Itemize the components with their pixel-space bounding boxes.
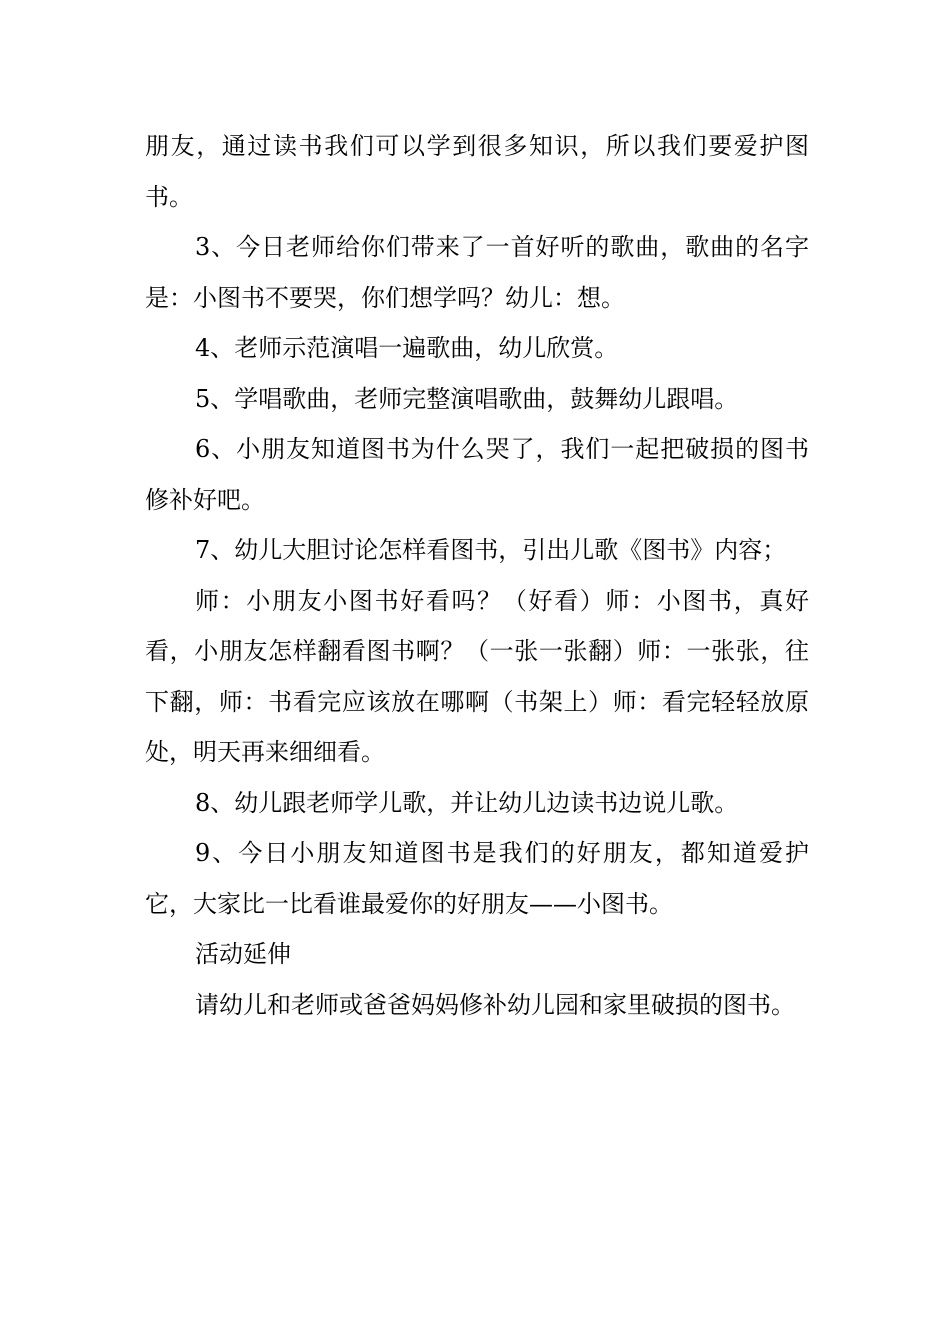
paragraph-step-3: 3、今日老师给你们带来了一首好听的歌曲，歌曲的名字是：小图书不要哭，你们想学吗？幼儿：想。 xyxy=(145,233,809,312)
paragraph-step-5: 5、学唱歌曲，老师完整演唱歌曲，鼓舞幼儿跟唱。 xyxy=(195,384,739,413)
document-body xyxy=(145,121,809,1030)
paragraph-step-8: 8、幼儿跟老师学儿歌，并让幼儿边读书边说儿歌。 xyxy=(195,788,739,817)
paragraph-rhyme-dialogue: 师：小朋友小图书好看吗？（好看）师：小图书，真好看，小朋友怎样翻看图书啊？（一张一张翻）师：一张张，往下翻，师：书看完应该放在哪啊（书架上）师：看完轻轻放原处，明天再来细细看。 xyxy=(145,586,809,766)
paragraph-extension: 请幼儿和老师或爸爸妈妈修补幼儿园和家里破损的图书。 xyxy=(195,990,795,1019)
paragraph-step-9: 9、今日小朋友知道图书是我们的好朋友，都知道爱护它，大家比一比看谁最爱你的好朋友——小图书。 xyxy=(145,839,809,918)
paragraph-step-7: 7、幼儿大胆讨论怎样看图书，引出儿歌《图书》内容； xyxy=(195,536,787,564)
section-heading-extension: 活动延伸 xyxy=(195,940,291,968)
paragraph-step-6: 6、小朋友知道图书为什么哭了，我们一起把破损的图书修补好吧。 xyxy=(145,435,809,514)
paragraph-continuation: 朋友，通过读书我们可以学到很多知识，所以我们要爱护图书。 xyxy=(145,132,809,211)
paragraph-step-4: 4、老师示范演唱一遍歌曲，幼儿欣赏。 xyxy=(195,334,619,362)
